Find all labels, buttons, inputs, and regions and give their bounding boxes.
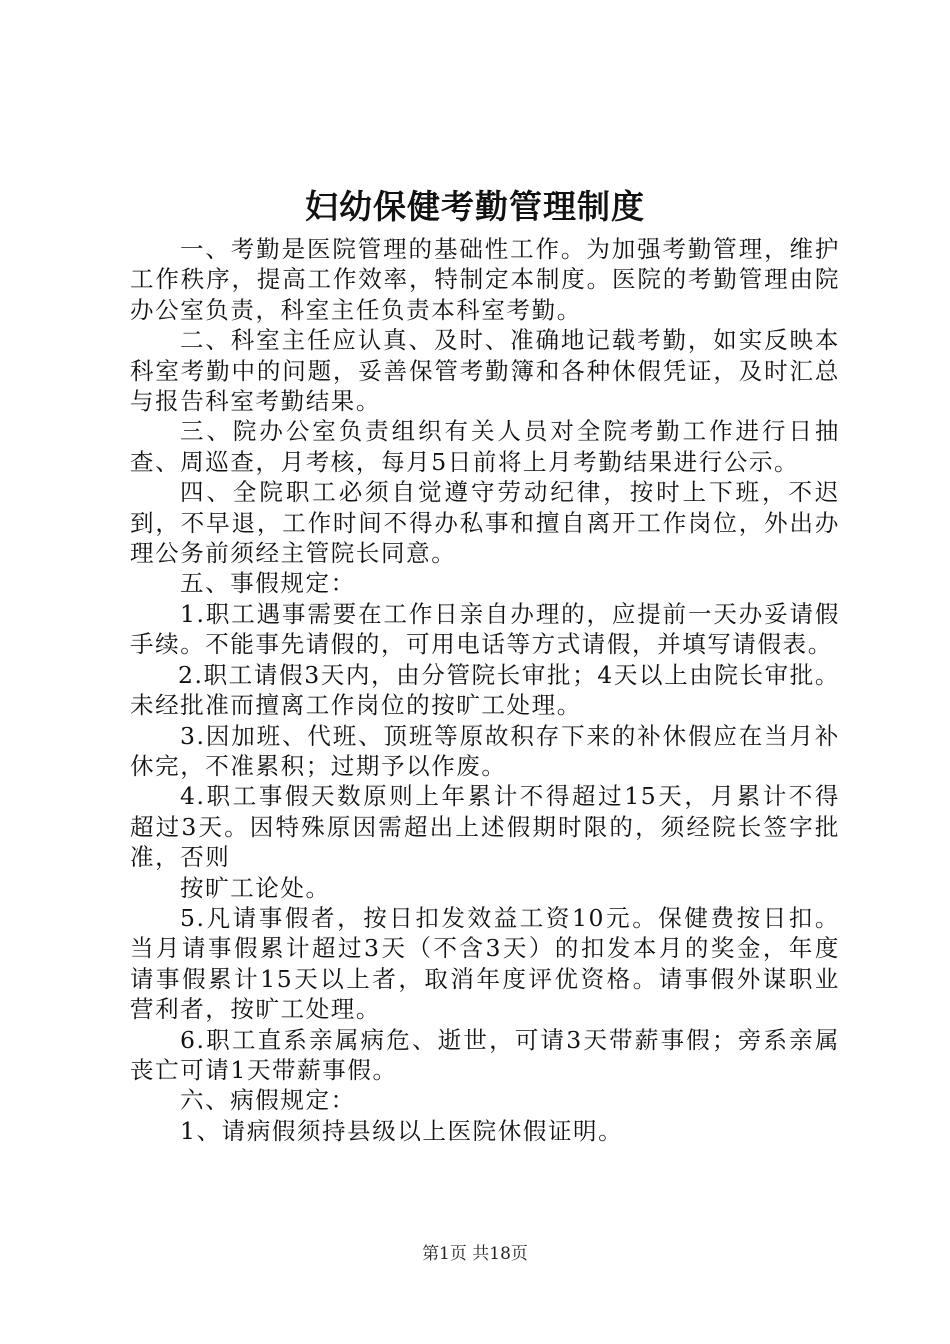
personal-leave-item-3: 3.因加班、代班、顶班等原故积存下来的补休假应在当月补休完，不准累积；过期予以作废。 (130, 721, 840, 780)
page-number-footer: 第1页 共18页 (422, 1244, 528, 1264)
section-heading-personal-leave: 五、事假规定： (180, 569, 356, 598)
document-body (130, 234, 840, 1146)
paragraph-1: 一、考勤是医院管理的基础性工作。为加强考勤管理，维护工作秩序，提高工作效率，特制定本制度。医院的考勤管理由院办公室负责，科室主任负责本科室考勤。 (130, 235, 840, 324)
sick-leave-item-1: 1、请病假须持县级以上医院休假证明。 (180, 1116, 624, 1145)
section-heading-sick-leave: 六、病假规定： (180, 1086, 356, 1115)
paragraph-2: 二、科室主任应认真、及时、准确地记载考勤，如实反映本科室考勤中的问题，妥善保管考勤簿和各种休假凭证，及时汇总与报告科室考勤结果。 (130, 326, 840, 416)
personal-leave-item-4-continued: 按旷工论处。 (180, 873, 331, 902)
personal-leave-item-5: 5.凡请事假者，按日扣发效益工资10元。保健费按日扣。当月请事假累计超过3天（不含3天）的扣发本月的奖金，年度请事假累计15天以上者，取消年度评优资格。请事假外谋职业营利者，按旷工处理。 (130, 903, 840, 1024)
personal-leave-item-6: 6.职工直系亲属病危、逝世，可请3天带薪事假；旁系亲属丧亡可请1天带薪事假。 (130, 1025, 840, 1084)
paragraph-3: 三、院办公室负责组织有关人员对全院考勤工作进行日抽查、周巡查，月考核，每月5日前将上月考勤结果进行公示。 (130, 417, 840, 476)
page-title: 妇幼保健考勤管理制度 (305, 187, 645, 226)
personal-leave-item-4: 4.职工事假天数原则上年累计不得超过15天，月累计不得超过3天。因特殊原因需超出上述假期时限的，须经院长签字批准，否则 (130, 782, 840, 872)
paragraph-4: 四、全院职工必须自觉遵守劳动纪律，按时上下班，不迟到，不早退，工作时间不得办私事和擅自离开工作岗位，外出办理公务前须经主管院长同意。 (130, 478, 840, 568)
personal-leave-item-1: 1.职工遇事需要在工作日亲自办理的，应提前一天办妥请假手续。不能事先请假的，可用电话等方式请假，并填写请假表。 (130, 599, 840, 659)
personal-leave-item-2: 2.职工请假3天内，由分管院长审批；4天以上由院长审批。未经批准而擅离工作岗位的按旷工处理。 (130, 660, 840, 720)
